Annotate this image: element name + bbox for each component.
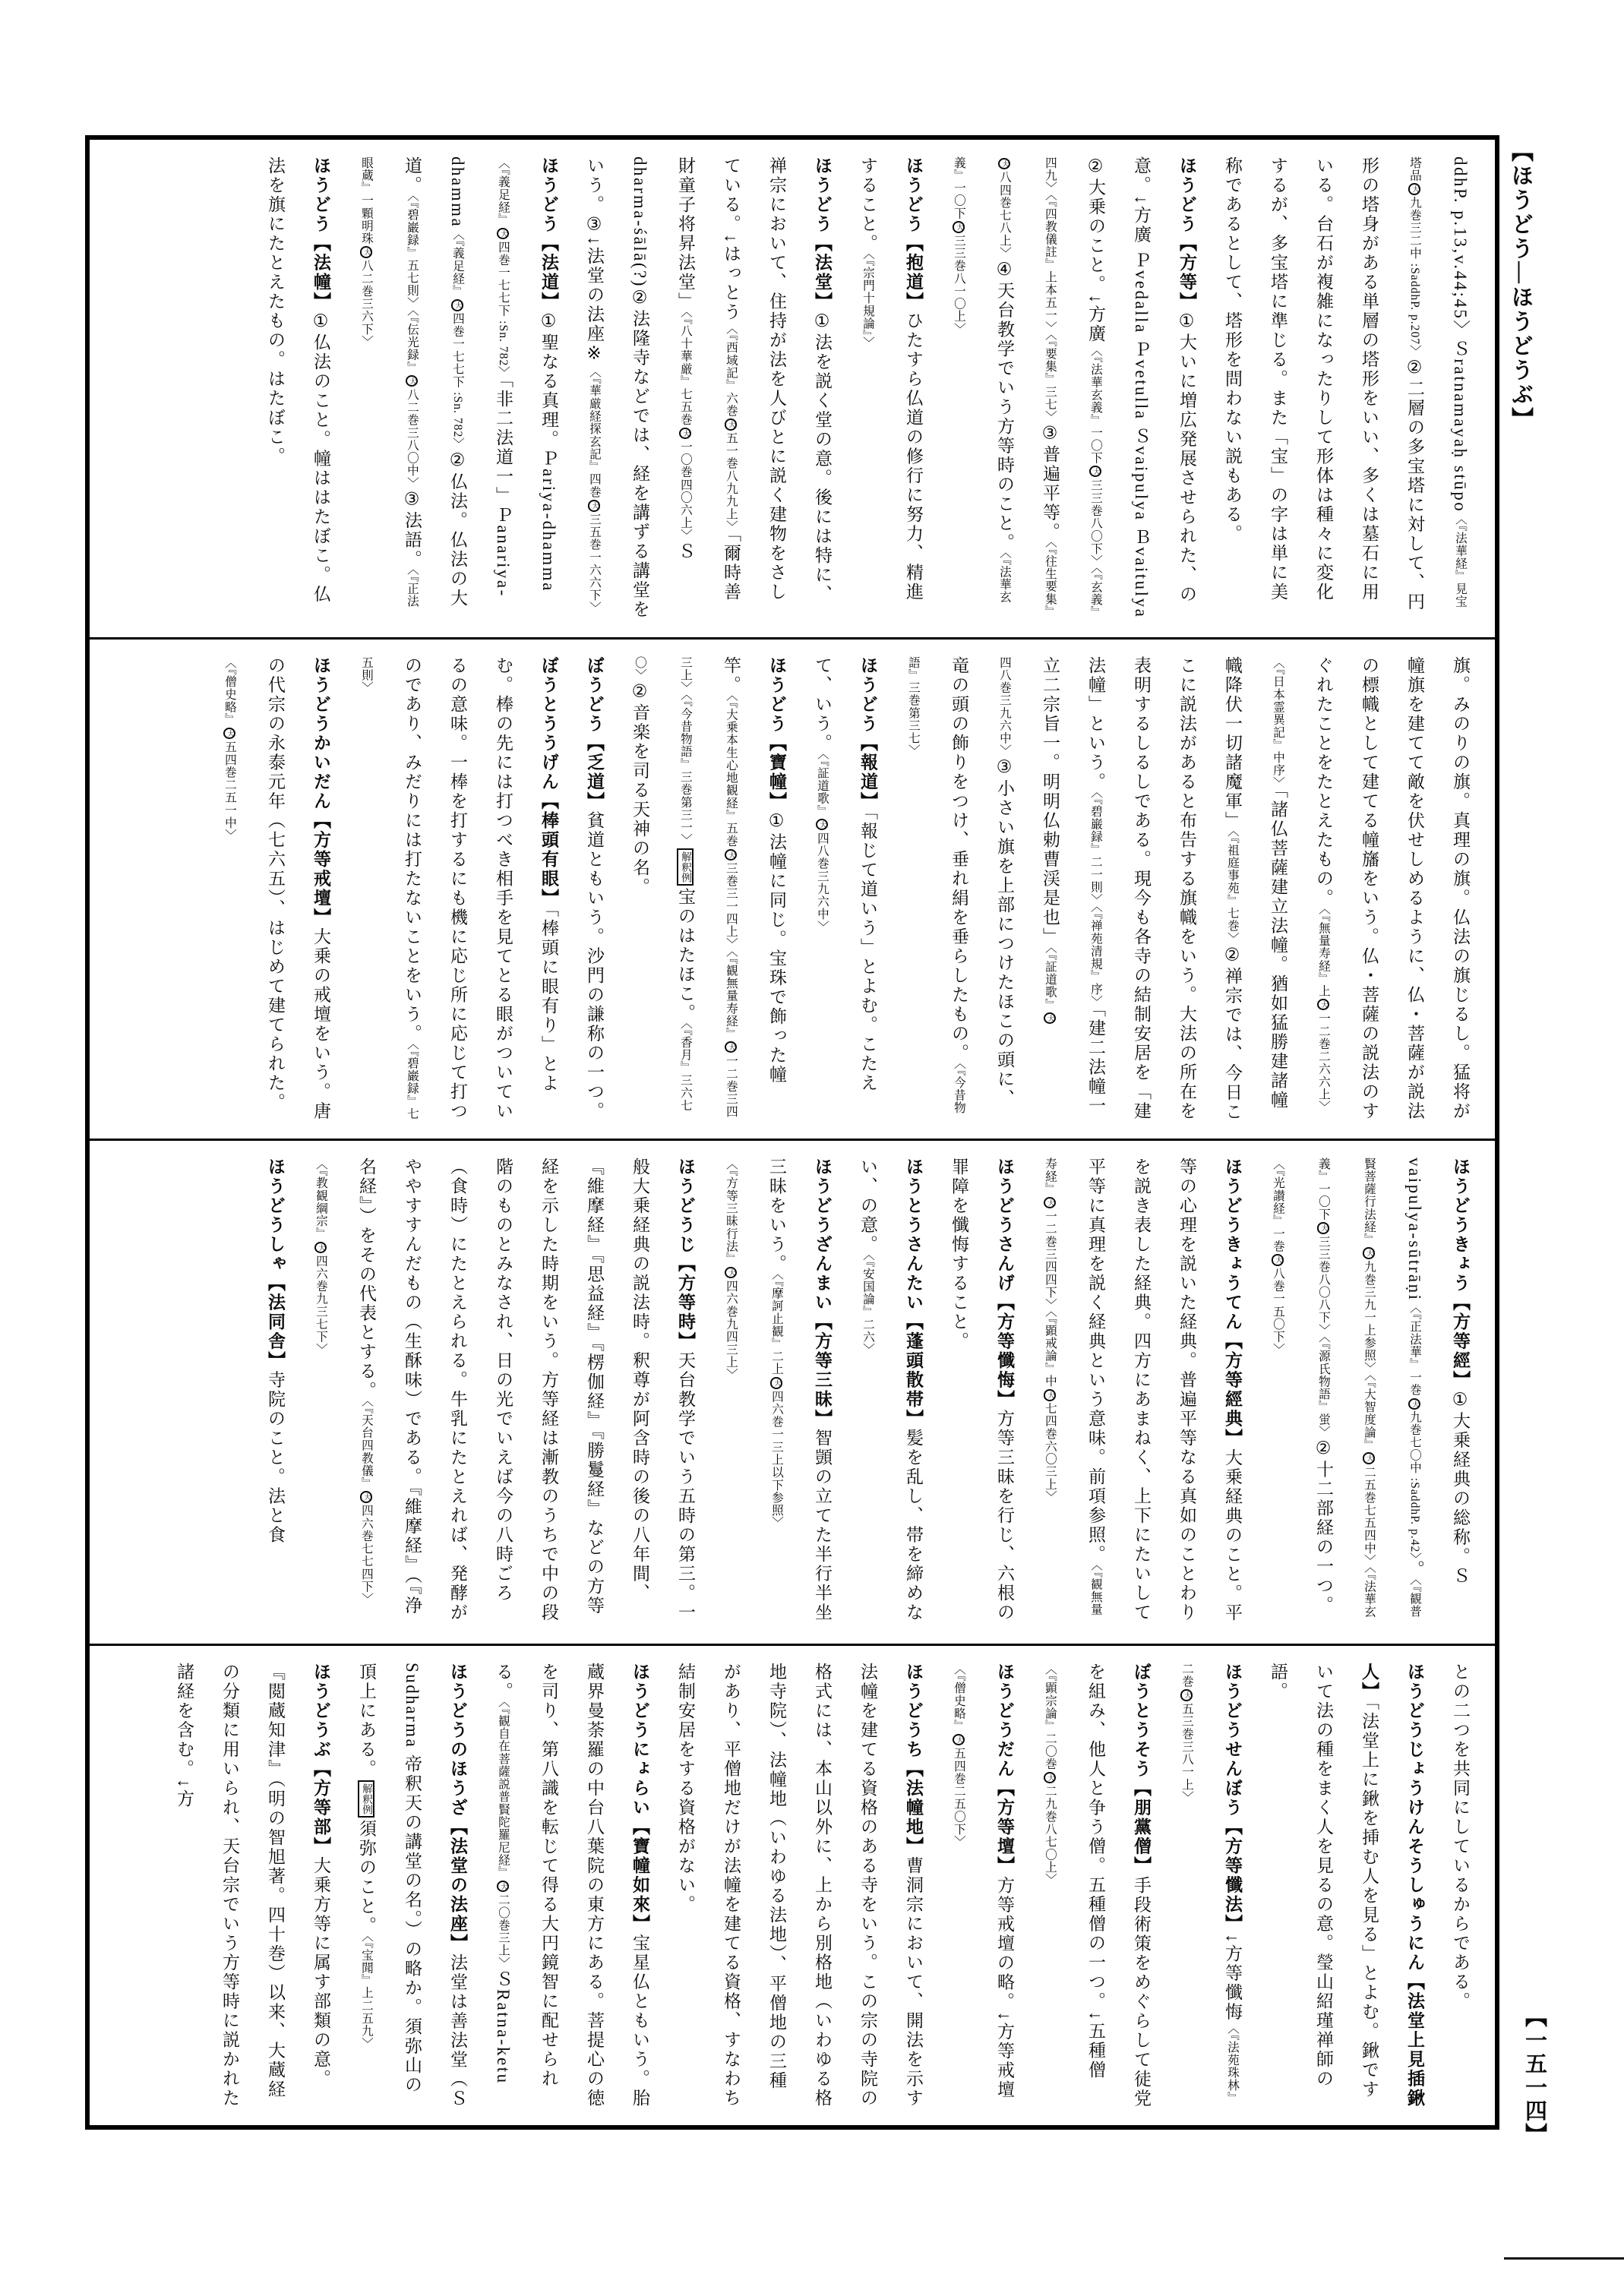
entry-headword: ほうどうのほうざ【法堂の法座】 xyxy=(448,1663,467,1953)
dictionary-entry xyxy=(161,1663,343,2108)
entry-body: との二つを共同にしているからである。 xyxy=(1451,1663,1470,2011)
dictionary-entry xyxy=(343,1663,480,2108)
dictionary-entry xyxy=(252,156,343,621)
entry-body: ①法を説く堂の意。後には特に、禅宗において、住持が法を人びとに説く建物をさしている。↓はっとう〈『西域記』六巻大五一巻八九九上〉「爾時善財童子将昇法堂」〈『八十華厳』七五巻大一〇巻四〇六上〉Ｓdharma-śālā(?)②法隆寺などでは、経を講ずる講堂をいう。③↓法堂の法座※〈『華厳経探玄記』四巻大三五巻一六六下〉 xyxy=(585,156,832,620)
dictionary-entry xyxy=(1209,156,1483,621)
entry-body: 天台教学でいう五時の第三。一般大乗経典の説法時。釈尊が阿含時の後の八年間、『維摩経』『思益経』『楞伽経』『勝鬘経』などの方等経を示した時期をいう。方等経は漸教のうちで中の段階のものとみなされ、日の光でいえば今の八時ごろ（食時）にたとえられる。牛乳にたとえれば、発酵がややすすんだもの（生酥味）である。『維摩経』（『浄名経』）をその代表とする。〈『天台四教儀』大四六巻七七四下〉〈『教観綱宗』大四六巻九三七下〉 xyxy=(314,1158,695,1622)
page-number: 【一五一四】 xyxy=(1522,2005,1547,2146)
dictionary-entry xyxy=(343,156,571,621)
dictionary-entry xyxy=(845,156,936,621)
entry-body: 寺院のこと。法と食 xyxy=(266,1370,285,1545)
dictionary-entry xyxy=(1255,1663,1437,2108)
running-head: 【ほうどう―ほうどうぶ】 xyxy=(1509,140,1533,431)
dictionary-entry xyxy=(890,656,1483,1122)
entry-body: 宝星仏ともいう。胎蔵界曼荼羅の中台八葉院の東方にある。菩提心の徳を司り、第八識を転じて得る大円鏡智に配せられる。〈『観自在菩薩説普賢陀羅尼経』大二〇巻三上〉ＳRatna-ketu xyxy=(494,1663,649,2108)
entry-body: ddhP. p.13,v.44;45〉Ｓratnamayaḥ stūpo〈『法華経』見宝塔品大九巻三二中 :SaddhP. p.207〉②二層の多宝塔に対して、円形の塔身がある単層の塔形をいい、多くは墓石に用いる。台石が複雑になったりして形体は種々に変化するが、多宝塔に準じる。また「宝」の字は単に美称であるとして、塔形を問わない説もある。 xyxy=(1223,156,1470,612)
entry-headword: ほうどう【法堂】 xyxy=(813,156,832,311)
entry-body: 智顗の立てた半行半坐三昧をいう。〈『摩訶止観』二上大四六巻一三上以下参照〉〈『方等三昧行法』大四六巻九四三上〉 xyxy=(725,1158,832,1622)
dictionary-entry xyxy=(1255,1158,1483,1627)
entry-headword: ほうどう【寶幢】 xyxy=(767,656,786,811)
entry-headword: ほうどうきょう【方等經】 xyxy=(1451,1158,1470,1390)
text-band-3 xyxy=(90,1139,1495,1644)
entry-body: ①聖なる真理。Ｐariya-dhamma〈『義足経』大四巻一七七下 :Sn. 782〉「非二法道一」Ｐanariya-dhamma〈『義足経』大四巻一七七下 :Sn. 782〉②仏法。仏法の大道。〈『碧巌録』五七則〉〈『伝光録』大八二巻三八〇中〉③法語。〈『正法眼蔵』一顆明珠大八二巻三六下〉 xyxy=(360,156,558,608)
dictionary-entry xyxy=(1027,1158,1255,1627)
dictionary-entry xyxy=(207,656,343,1122)
entry-headword: ほうどうしゃ【法同舎】 xyxy=(266,1158,285,1371)
entry-body: 「棒頭に眼有り」とよむ。棒の先には打つべき相手を見てとる眼がついているの意味。一棒を打するにも機に応じ所に応じて打つのであり、みだりには打たないことをいう。〈『碧巌録』七五則〉 xyxy=(360,656,558,1121)
dictionary-entry xyxy=(799,656,890,1122)
entry-headword: ほうどうせんぼう【方等懺法】 xyxy=(1223,1663,1242,1934)
entry-body: 大乗の戒壇をいう。唐の代宗の永泰元年（七六五）、はじめて建てられた。〈『僧史略』大五四巻二五一中〉 xyxy=(223,656,330,1121)
entry-headword: ほうどう【抱道】 xyxy=(904,156,923,311)
entry-headword: ぼうどう【乏道】 xyxy=(585,656,604,811)
entry-headword: ほうどう【報道】 xyxy=(858,656,877,811)
entry-body: 髪を乱し、帯を締めない、の意。〈『安国論』二六〉 xyxy=(858,1158,923,1622)
dictionary-entry xyxy=(845,1158,936,1627)
scan-artifact-line xyxy=(1504,2257,1624,2260)
dictionary-entry xyxy=(936,156,1209,621)
entry-body: 大乗経典のこと。平等の心理を説いた経典。普遍平等なる真如のことわりを説き表した経典。四方にあまねく、上下にたいして平等に真理を説く経典という意味。前項参照。〈『観無量寿経』大一二巻三四四下〉〈『顕戒論』中大七四巻六〇三上〉 xyxy=(1044,1158,1242,1622)
entry-body: ↓方等懺悔〈『法苑珠林』二巻大五三巻三八一上〉 xyxy=(1180,1663,1242,2105)
text-band-4 xyxy=(90,1644,1495,2125)
entry-headword: ぼうとうそう【朋黨僧】 xyxy=(1132,1663,1151,1876)
entry-body: 手段術策をめぐらして徒党を組み、他人と争う僧。五種僧の一つ。↓五種僧〈『顕宗論』二〇巻大二九巻八七〇上〉 xyxy=(1044,1663,1151,2108)
dictionary-entry xyxy=(708,1158,845,1627)
entry-body: 大乗方等に属す部類の意。『閲蔵知津』（明の智旭著。四十巻）以来、大蔵経の分類に用いられ、天台宗でいう方等時に説かれた諸経を含む。↓方 xyxy=(175,1663,330,2108)
entry-body: ①大いに増広発展させられた、の意。↓方廣 Ｐvedalla Ｐvetulla Ｓvaipulya Ｂvaitulya ②大乗のこと。↓方廣〈『法華玄義』一〇下大三三巻八〇下〉〈『玄義』四九〉〈『四教儀註』上本五一〉〈『要集』三七〉③普遍平等。〈『往生要集』大八四巻七八上〉④天台教学でいう方等時のこと。〈『法華玄義』一〇下大三三巻八一〇上〉 xyxy=(953,156,1196,619)
entry-headword: ぼうとううげん【棒頭有眼】 xyxy=(539,656,558,908)
entry-headword: ほうどうち【法幢地】 xyxy=(904,1663,923,1856)
dictionary-entry xyxy=(571,656,617,1122)
dictionary-entry xyxy=(571,156,845,621)
dictionary-entry xyxy=(936,1158,1027,1627)
entry-body: ①仏法のこと。幢ははたぼこ。仏法を旗にたとえたもの。はたぼこ。 xyxy=(266,156,330,605)
entry-headword: ほうどう【法幢】 xyxy=(311,156,330,311)
dictionary-entry xyxy=(936,1663,1027,2108)
entry-headword: ほうどうさんげ【方等懺悔】 xyxy=(995,1158,1014,1410)
entry-body: 旗。みのりの旗。真理の旗。仏法の旗じるし。猛将が幢旗を建てて敵を伏せしめるように、仏・菩薩が説法の標幟として建てる幢旛をいう。仏・菩薩の説法のすぐれたことをたとえたもの。〈『無量寿経』上大一二巻二六六上〉〈『日本霊異記』中序〉「諸仏菩薩建立法幢。猶如猛勝建諸幢幟降伏一切諸魔軍」〈『祖庭事苑』七巻〉②禅宗では、今日ここに説法があると布告する旗幟をいう。大法の所在を表明するしるしである。現今も各寺の結制安居を「建法幢」という。〈『碧巌録』二一則〉〈『禅苑清規』序〉「建二法幢一立二宗旨一。明明仏勅曹渓是也」〈『証道歌』大四八巻三九六中〉③小さい旗を上部につけたほこの頭に、竜の頭の飾りをつけ、垂れ絹を垂らしたもの。〈『今昔物語』三巻第三七〉 xyxy=(907,656,1470,1122)
entry-headword: ほうどうじ【方等時】 xyxy=(676,1158,695,1351)
entry-headword: ほうどう【法道】 xyxy=(539,156,558,311)
entry-headword: ほうどうきょうてん【方等經典】 xyxy=(1223,1158,1242,1448)
entry-body: 曹洞宗において、開法を示す法幢を建てる資格のある寺をいう。この宗の寺院の格式には、本山以外に、上から別格地（いわゆる格地寺院）、法幢地（いわゆる法地）、平僧地の三種があり、平僧地だけが法幢を建てる資格、すなわち結制安居をする資格がない。 xyxy=(676,1663,923,2108)
entry-body: 「法堂上に鍬を挿む人を見る」とよむ。鍬ですいて法の種をまく人を見るの意。瑩山紹瑾禅師の語。 xyxy=(1269,1663,1379,2099)
dictionary-entry xyxy=(662,1663,936,2108)
entry-headword: ほうどう【方等】 xyxy=(1177,156,1196,311)
entry-body: ひたすら仏道の修行に努力、精進すること。〈『宗門十規論』〉 xyxy=(858,156,923,602)
entry-headword: ほうとうさんたい【蓬頭散帯】 xyxy=(904,1158,923,1429)
dictionary-entry xyxy=(343,656,571,1122)
entry-body: ①法幢に同じ。宝珠で飾った幢竿。〈『大乗本生心地観経』五巻大三巻三一四上〉〈『観無量寿経』大一二巻三四三上〉〈『今昔物語』三巻第三一〉解釈例宝のはたほこ。〈『香月』三六七〇〉②音楽を司る天神の名。 xyxy=(630,656,786,1118)
entry-headword: ほうどうぶ【方等部】 xyxy=(311,1663,330,1856)
entry-headword: ほうどうかいだん【方等戒壇】 xyxy=(311,656,330,927)
entry-body: 貧道ともいう。沙門の謙称の一つ。 xyxy=(585,811,604,1121)
dictionary-entry xyxy=(1437,1663,1483,2108)
dictionary-entry xyxy=(298,1158,708,1627)
entry-headword: ほうどうじょうけんそうしゅうにん【法堂上見插鍬人】 xyxy=(1360,1663,1424,2108)
dictionary-entry xyxy=(1027,1663,1164,2108)
dictionary-entry xyxy=(617,656,799,1122)
entry-body: ①大乗経典の総称。Ｓvaipulya-sūtrāṇi〈『正法華』一巻大九巻七〇中 :SaddhP. p.42〉。〈『観普賢菩薩行法経』大九巻三九一上参照〉〈『大智度論』大二五巻七五四中〉〈『法華玄義』一〇下大三三巻八〇八下〉〈『源氏物語』蛍〉②十二部経の一つ。〈『光讃経』一巻大八巻一五〇下〉 xyxy=(1272,1158,1470,1619)
text-band-1 xyxy=(90,140,1495,637)
entry-body: 「報じて道いう」とよむ。こたえて、いう。〈『証道歌』大四八巻三九六中〉 xyxy=(813,656,877,1093)
text-frame xyxy=(85,135,1499,2130)
entry-body: 方等戒壇の略。↓方等戒壇〈『僧史略』大五四巻二五〇下〉 xyxy=(953,1663,1014,2099)
entry-body: 方等三昧を行じ、六根の罪障を懺悔すること。 xyxy=(949,1158,1014,1622)
dictionary-entry xyxy=(1164,1663,1255,2108)
dictionary-entry xyxy=(252,1158,298,1627)
entry-body: 法堂は善法堂（ＳSudharma 帝釈天の講堂の名。）の略か。須弥山の頂上にある。解釈例須弥のこと。〈『宝聞』上二五九〉 xyxy=(357,1663,467,2108)
dictionary-entry xyxy=(480,1663,662,2108)
entry-headword: ほうどうだん【方等壇】 xyxy=(995,1663,1014,1876)
text-band-2 xyxy=(90,637,1495,1139)
entry-headword: ほうどうざんまい【方等三昧】 xyxy=(813,1158,832,1429)
entry-headword: ほうどうにょらい【寶幢如來】 xyxy=(630,1663,649,1934)
